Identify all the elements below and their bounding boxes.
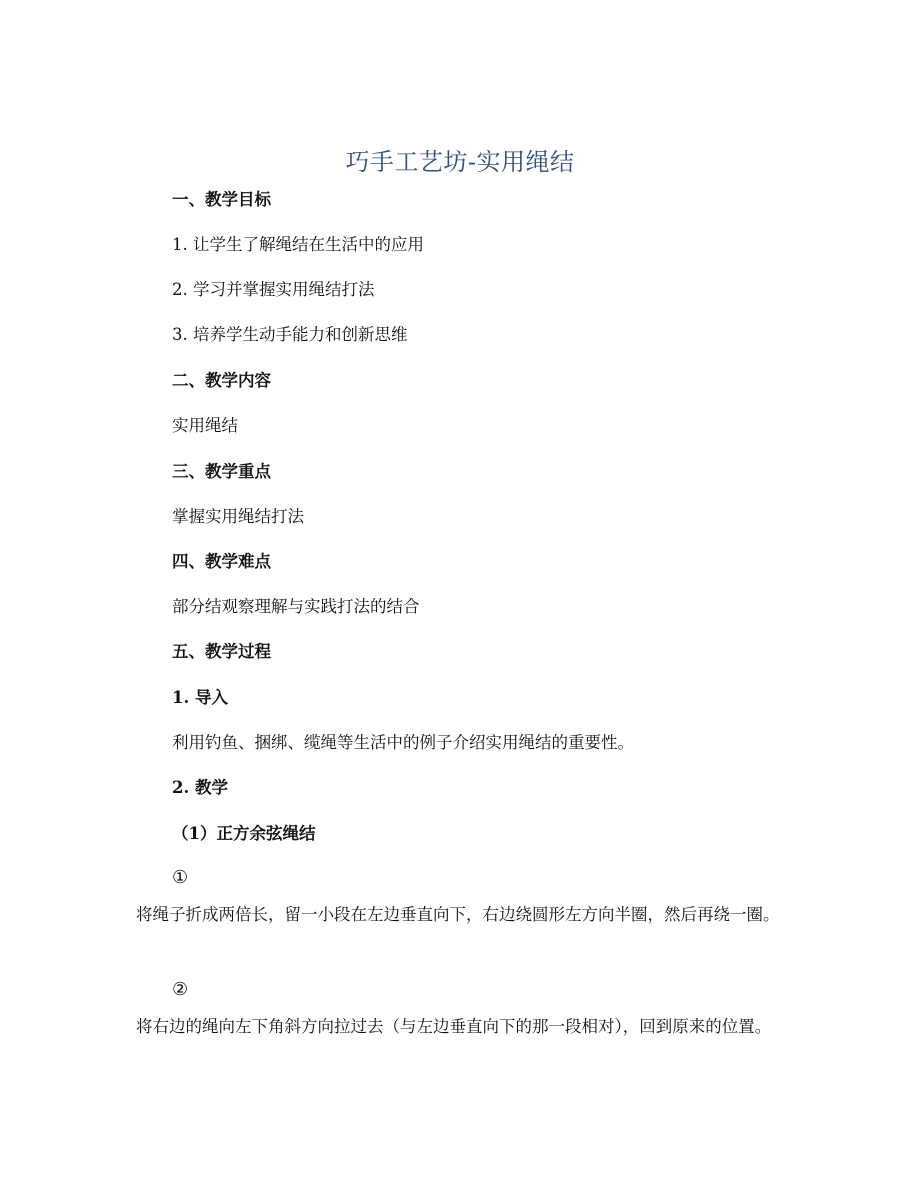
step-2-text: 将右边的绳向左下角斜方向拉过去（与左边垂直向下的那一段相对），回到原来的位置。 — [136, 1017, 772, 1036]
goal-item-3: 3. 培养学生动手能力和创新思维 — [172, 325, 408, 344]
content-text: 实用绳结 — [172, 416, 238, 435]
section-heading-key: 三、教学重点 — [172, 462, 271, 481]
section-heading-difficulty: 四、教学难点 — [172, 552, 271, 571]
intro-text: 利用钓鱼、捆绑、缆绳等生活中的例子介绍实用绳结的重要性。 — [172, 733, 634, 752]
goal-item-2: 2. 学习并掌握实用绳结打法 — [172, 280, 375, 299]
document-title: 巧手工艺坊-实用绳结 — [345, 148, 575, 176]
difficulty-text: 部分结观察理解与实践打法的结合 — [172, 597, 420, 616]
section-heading-process: 五、教学过程 — [172, 642, 271, 661]
goal-item-1: 1. 让学生了解绳结在生活中的应用 — [172, 235, 424, 254]
step-1-marker: ① — [172, 867, 189, 888]
section-heading-goals: 一、教学目标 — [172, 190, 271, 209]
subheading-teach: 2. 教学 — [172, 778, 228, 797]
step-2-marker: ② — [172, 979, 189, 1000]
step-1-text: 将绳子折成两倍长，留一小段在左边垂直向下，右边绕圆形左方向半圈，然后再绕一圈。 — [136, 905, 780, 924]
key-text: 掌握实用绳结打法 — [172, 507, 304, 526]
section-heading-content: 二、教学内容 — [172, 371, 271, 390]
knot-heading: （1）正方余弦绳结 — [172, 824, 316, 843]
subheading-intro: 1. 导入 — [172, 688, 228, 707]
